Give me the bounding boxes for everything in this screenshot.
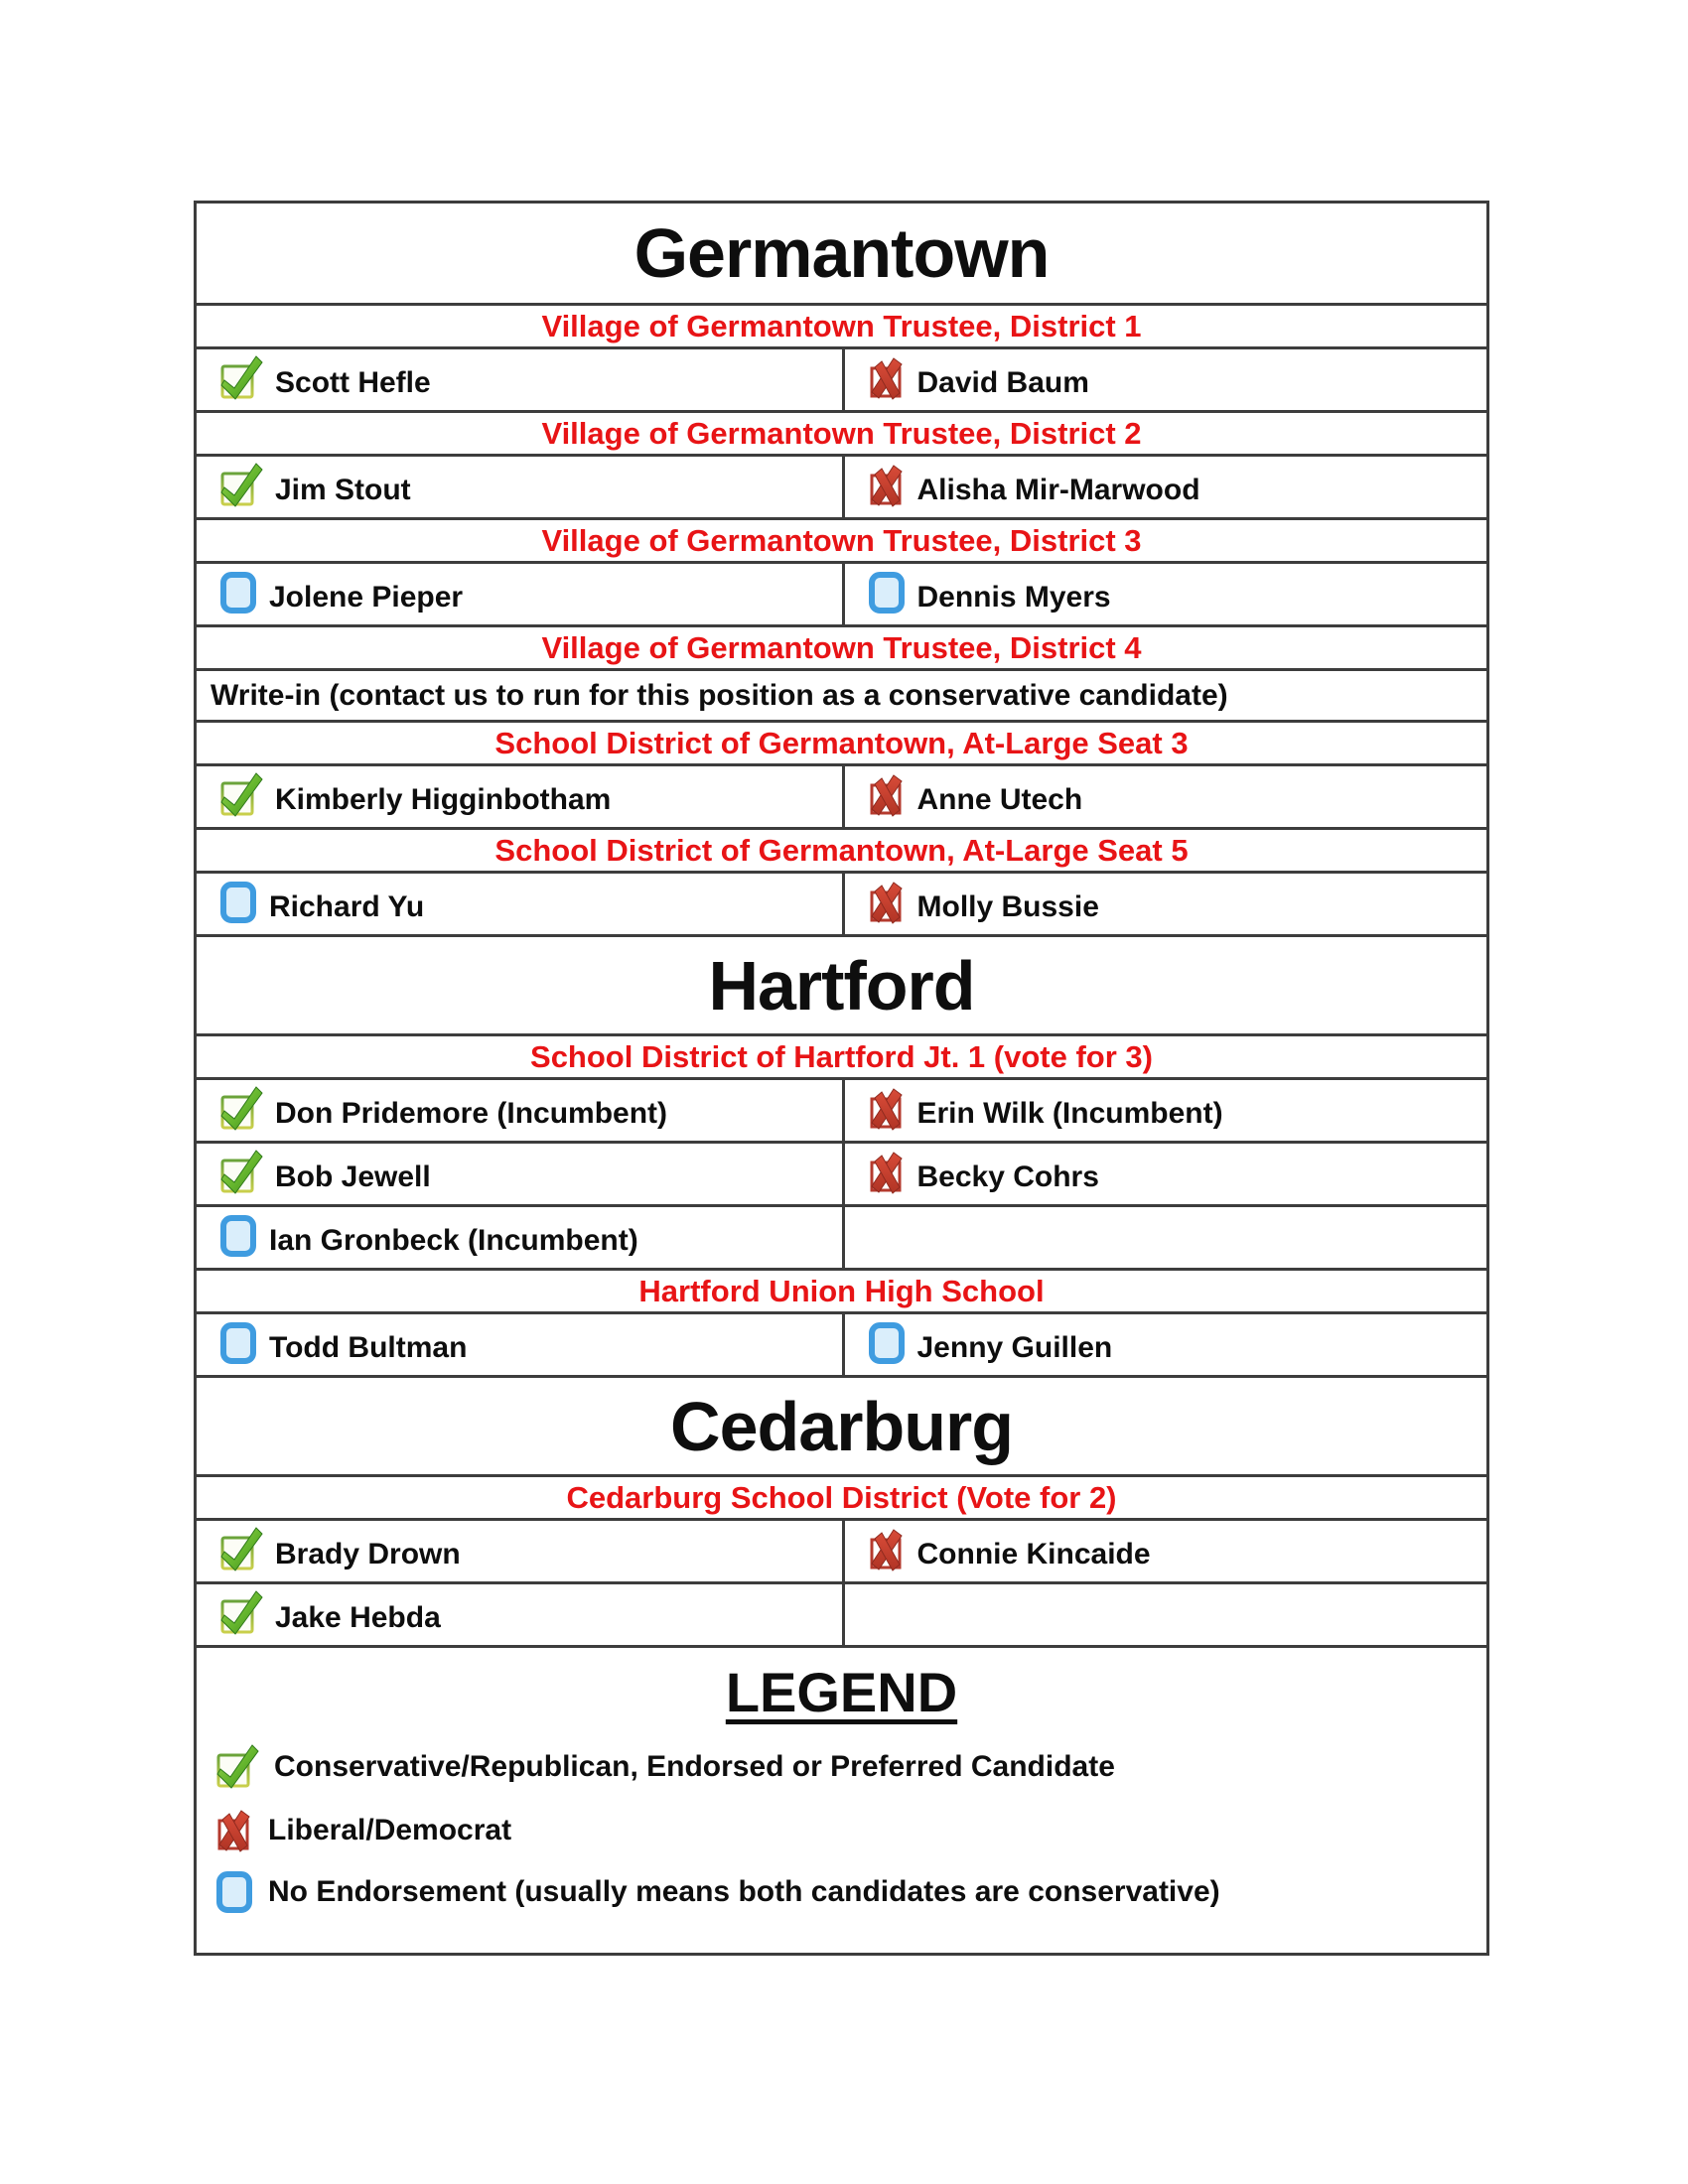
candidate-name: David Baum [916, 365, 1089, 399]
green-checkmark-icon [218, 353, 264, 403]
red-x-icon [867, 1148, 907, 1197]
candidate-cell [842, 457, 1487, 517]
contest-header: Village of Germantown Trustee, District 2 [197, 410, 1486, 454]
legend-item [197, 1806, 1486, 1855]
candidate-row [197, 1311, 1486, 1375]
candidate-name: Jake Hebda [275, 1600, 441, 1634]
candidate-row [197, 1077, 1486, 1141]
legend-label: Conservative/Republican, Endorsed or Preferred Candidate [274, 1750, 1115, 1783]
candidate-name: Richard Yu [269, 889, 425, 923]
candidate-name: Becky Cohrs [916, 1160, 1099, 1193]
legend-section [197, 1645, 1486, 1953]
candidate-cell [197, 766, 842, 827]
candidate-cell [197, 1521, 842, 1581]
candidate-cell [842, 1584, 1487, 1645]
candidate-name: Alisha Mir-Marwood [916, 473, 1200, 506]
candidate-row [197, 346, 1486, 410]
blue-checkbox-icon [218, 1213, 258, 1259]
blue-checkbox-icon [218, 570, 258, 615]
red-x-icon [867, 1084, 907, 1134]
blue-checkbox-icon [867, 1320, 907, 1366]
candidate-name: Anne Utech [916, 782, 1083, 816]
red-x-icon [214, 1806, 254, 1855]
candidate-row [197, 1518, 1486, 1581]
contest-header: School District of Germantown, At-Large Seat 5 [197, 827, 1486, 871]
candidate-name: Ian Gronbeck (Incumbent) [269, 1223, 638, 1257]
contest-header: Cedarburg School District (Vote for 2) [197, 1474, 1486, 1518]
contest-header: School District of Hartford Jt. 1 (vote for 3) [197, 1033, 1486, 1077]
candidate-name: Kimberly Higginbotham [275, 782, 612, 816]
red-x-icon [867, 461, 907, 510]
candidate-cell [842, 1207, 1487, 1268]
candidate-cell [197, 874, 842, 934]
section-title: Hartford [197, 934, 1486, 1033]
contest-header: Hartford Union High School [197, 1268, 1486, 1311]
candidate-cell [842, 1521, 1487, 1581]
blue-checkbox-icon [218, 880, 258, 925]
red-x-icon [867, 353, 907, 403]
green-checkmark-icon [218, 1148, 264, 1197]
candidate-cell [842, 1314, 1487, 1375]
candidate-row [197, 1581, 1486, 1645]
candidate-cell [197, 1314, 842, 1375]
candidate-name: Dennis Myers [916, 580, 1111, 614]
candidate-cell [197, 1080, 842, 1141]
candidate-cell [197, 1207, 842, 1268]
candidate-cell [842, 874, 1487, 934]
green-checkmark-icon [218, 1084, 264, 1134]
candidate-cell [842, 349, 1487, 410]
legend-label: Liberal/Democrat [268, 1814, 512, 1846]
candidate-name: Jolene Pieper [269, 580, 464, 614]
contest-header: School District of Germantown, At-Large Seat 3 [197, 720, 1486, 763]
candidate-name: Todd Bultman [269, 1330, 468, 1364]
candidate-name: Erin Wilk (Incumbent) [916, 1096, 1223, 1130]
legend-items [197, 1742, 1486, 1915]
contest-header: Village of Germantown Trustee, District 1 [197, 303, 1486, 346]
section-title: Cedarburg [197, 1375, 1486, 1474]
candidate-row [197, 454, 1486, 517]
candidate-name: Connie Kincaide [916, 1537, 1151, 1570]
red-x-icon [867, 878, 907, 927]
green-checkmark-icon [218, 770, 264, 820]
candidate-row [197, 1204, 1486, 1268]
candidate-row [197, 1141, 1486, 1204]
candidate-name: Bob Jewell [275, 1160, 431, 1193]
blue-checkbox-icon [218, 1320, 258, 1366]
candidate-row [197, 561, 1486, 624]
legend-item [197, 1869, 1486, 1915]
legend-label: No Endorsement (usually means both candidates are conservative) [268, 1875, 1220, 1908]
candidate-cell [197, 457, 842, 517]
blue-checkbox-icon [214, 1869, 254, 1915]
candidate-cell [842, 564, 1487, 624]
red-x-icon [867, 1525, 907, 1574]
legend-item [197, 1742, 1486, 1792]
ballot-table [194, 201, 1489, 1956]
blue-checkbox-icon [867, 570, 907, 615]
red-x-icon [867, 770, 907, 820]
write-in-note: Write-in (contact us to run for this position as a conservative candidate) [197, 668, 1486, 720]
legend-title: LEGEND [725, 1661, 958, 1723]
contest-header: Village of Germantown Trustee, District 4 [197, 624, 1486, 668]
candidate-cell [197, 349, 842, 410]
candidate-cell [197, 1584, 842, 1645]
candidate-name: Molly Bussie [916, 889, 1099, 923]
candidate-name: Jenny Guillen [916, 1330, 1113, 1364]
green-checkmark-icon [218, 461, 264, 510]
candidate-row [197, 763, 1486, 827]
candidate-name: Scott Hefle [275, 365, 431, 399]
candidate-name: Don Pridemore (Incumbent) [275, 1096, 668, 1130]
candidate-cell [197, 1144, 842, 1204]
candidate-cell [197, 564, 842, 624]
candidate-row [197, 871, 1486, 934]
section-title: Germantown [633, 214, 1050, 292]
green-checkmark-icon [214, 1742, 260, 1792]
green-checkmark-icon [218, 1588, 264, 1638]
candidate-cell [842, 1080, 1487, 1141]
candidate-cell [842, 766, 1487, 827]
green-checkmark-icon [218, 1525, 264, 1574]
contest-header: Village of Germantown Trustee, District 3 [197, 517, 1486, 561]
candidate-name: Jim Stout [275, 473, 411, 506]
candidate-cell [842, 1144, 1487, 1204]
candidate-name: Brady Drown [275, 1537, 461, 1570]
